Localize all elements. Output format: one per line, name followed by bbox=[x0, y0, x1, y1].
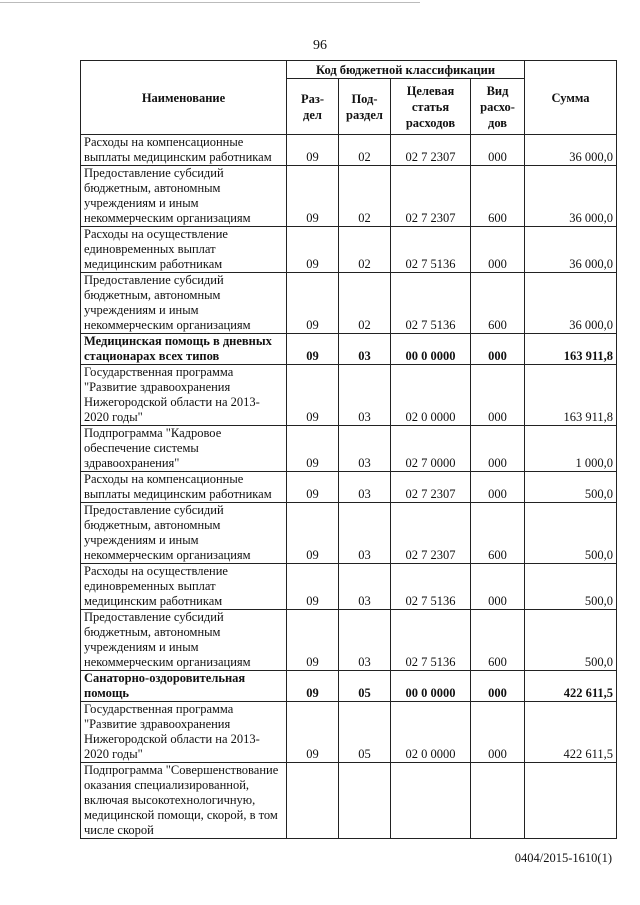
scan-artifact-line bbox=[0, 2, 420, 3]
row-section bbox=[287, 763, 339, 839]
row-subsection: 02 bbox=[339, 166, 391, 227]
table-row bbox=[81, 564, 617, 610]
row-section: 09 bbox=[287, 671, 339, 702]
table-row bbox=[81, 227, 617, 273]
row-section: 09 bbox=[287, 365, 339, 426]
row-section: 09 bbox=[287, 426, 339, 472]
row-subsection: 02 bbox=[339, 227, 391, 273]
row-target-article bbox=[391, 763, 471, 839]
row-sum: 36 000,0 bbox=[525, 135, 617, 166]
budget-table bbox=[80, 60, 617, 839]
row-section: 09 bbox=[287, 166, 339, 227]
row-sum: 500,0 bbox=[525, 503, 617, 564]
row-subsection: 03 bbox=[339, 472, 391, 503]
row-subsection: 03 bbox=[339, 334, 391, 365]
row-expense-type: 600 bbox=[471, 610, 525, 671]
table-body bbox=[81, 135, 617, 839]
row-target-article: 02 7 2307 bbox=[391, 503, 471, 564]
row-expense-type: 000 bbox=[471, 426, 525, 472]
row-section: 09 bbox=[287, 135, 339, 166]
row-subsection: 02 bbox=[339, 273, 391, 334]
row-subsection: 03 bbox=[339, 426, 391, 472]
header-sum: Сумма bbox=[525, 61, 617, 135]
row-subsection: 02 bbox=[339, 135, 391, 166]
row-sum: 163 911,8 bbox=[525, 334, 617, 365]
header-expense-type-text: Вид расхо- дов bbox=[480, 83, 515, 130]
row-expense-type: 600 bbox=[471, 273, 525, 334]
row-expense-type: 600 bbox=[471, 166, 525, 227]
row-sum: 36 000,0 bbox=[525, 166, 617, 227]
row-sum: 422 611,5 bbox=[525, 671, 617, 702]
row-name: Государственная программа "Развитие здравоохранения Нижегородской области на 2013-2020 годы" bbox=[81, 702, 287, 763]
row-section: 09 bbox=[287, 472, 339, 503]
table-row bbox=[81, 763, 617, 839]
table-row bbox=[81, 503, 617, 564]
row-name: Предоставление субсидий бюджетным, автономным учреждениям и иным некоммерческим организациям bbox=[81, 503, 287, 564]
table-row bbox=[81, 426, 617, 472]
header-expense-type bbox=[471, 79, 525, 135]
header-subsection bbox=[339, 79, 391, 135]
header-target-article-text: Целевая статья расходов bbox=[405, 83, 456, 130]
header-name: Наименование bbox=[81, 61, 287, 135]
header-subsection-text: Под- раздел bbox=[346, 91, 383, 122]
table-row bbox=[81, 273, 617, 334]
row-subsection: 05 bbox=[339, 671, 391, 702]
header-budget-code-group: Код бюджетной классификации bbox=[287, 61, 525, 79]
row-subsection: 03 bbox=[339, 503, 391, 564]
row-sum: 422 611,5 bbox=[525, 702, 617, 763]
row-sum: 163 911,8 bbox=[525, 365, 617, 426]
row-name: Расходы на компенсационные выплаты медицинским работникам bbox=[81, 135, 287, 166]
row-sum: 36 000,0 bbox=[525, 227, 617, 273]
row-sum bbox=[525, 763, 617, 839]
row-section: 09 bbox=[287, 503, 339, 564]
table-row bbox=[81, 135, 617, 166]
row-name: Государственная программа "Развитие здравоохранения Нижегородской области на 2013-2020 годы" bbox=[81, 365, 287, 426]
row-name: Расходы на компенсационные выплаты медицинским работникам bbox=[81, 472, 287, 503]
row-name: Подпрограмма "Кадровое обеспечение системы здравоохранения" bbox=[81, 426, 287, 472]
document-code: 0404/2015-1610(1) bbox=[514, 851, 612, 865]
row-target-article: 00 0 0000 bbox=[391, 671, 471, 702]
row-sum: 36 000,0 bbox=[525, 273, 617, 334]
row-subsection bbox=[339, 763, 391, 839]
row-subsection: 03 bbox=[339, 365, 391, 426]
row-sum: 1 000,0 bbox=[525, 426, 617, 472]
row-expense-type: 600 bbox=[471, 503, 525, 564]
table-row bbox=[81, 702, 617, 763]
row-section: 09 bbox=[287, 273, 339, 334]
header-target-article bbox=[391, 79, 471, 135]
row-expense-type: 000 bbox=[471, 135, 525, 166]
row-expense-type: 000 bbox=[471, 564, 525, 610]
row-section: 09 bbox=[287, 564, 339, 610]
row-section: 09 bbox=[287, 334, 339, 365]
row-name: Расходы на осуществление единовременных выплат медицинским работникам bbox=[81, 227, 287, 273]
row-subsection: 03 bbox=[339, 610, 391, 671]
row-name: Предоставление субсидий бюджетным, автономным учреждениям и иным некоммерческим организациям bbox=[81, 273, 287, 334]
row-expense-type: 000 bbox=[471, 227, 525, 273]
table-row bbox=[81, 334, 617, 365]
row-target-article: 02 7 2307 bbox=[391, 166, 471, 227]
row-target-article: 02 7 2307 bbox=[391, 472, 471, 503]
table-row bbox=[81, 166, 617, 227]
row-name: Предоставление субсидий бюджетным, автономным учреждениям и иным некоммерческим организациям bbox=[81, 610, 287, 671]
table-row bbox=[81, 610, 617, 671]
page-number: 96 bbox=[313, 38, 327, 53]
row-target-article: 02 7 5136 bbox=[391, 227, 471, 273]
table-row bbox=[81, 671, 617, 702]
header-section-text: Раз- дел bbox=[300, 91, 325, 122]
row-section: 09 bbox=[287, 227, 339, 273]
row-expense-type: 000 bbox=[471, 472, 525, 503]
row-expense-type: 000 bbox=[471, 365, 525, 426]
row-name: Подпрограмма "Совершенствование оказания специализированной, включая высокотехнологичную, медицинской помощи, скорой, в том числе скорой bbox=[81, 763, 287, 839]
row-target-article: 02 0 0000 bbox=[391, 702, 471, 763]
row-target-article: 00 0 0000 bbox=[391, 334, 471, 365]
row-target-article: 02 7 5136 bbox=[391, 273, 471, 334]
row-target-article: 02 7 2307 bbox=[391, 135, 471, 166]
row-name: Предоставление субсидий бюджетным, автономным учреждениям и иным некоммерческим организациям bbox=[81, 166, 287, 227]
row-subsection: 03 bbox=[339, 564, 391, 610]
row-name: Медицинская помощь в дневных стационарах всех типов bbox=[81, 334, 287, 365]
row-sum: 500,0 bbox=[525, 564, 617, 610]
row-subsection: 05 bbox=[339, 702, 391, 763]
row-expense-type bbox=[471, 763, 525, 839]
table-row bbox=[81, 365, 617, 426]
row-target-article: 02 7 5136 bbox=[391, 610, 471, 671]
row-expense-type: 000 bbox=[471, 702, 525, 763]
row-section: 09 bbox=[287, 702, 339, 763]
row-expense-type: 000 bbox=[471, 671, 525, 702]
row-name: Расходы на осуществление единовременных выплат медицинским работникам bbox=[81, 564, 287, 610]
row-target-article: 02 0 0000 bbox=[391, 365, 471, 426]
row-target-article: 02 7 0000 bbox=[391, 426, 471, 472]
header-section bbox=[287, 79, 339, 135]
row-name: Санаторно-оздоровительная помощь bbox=[81, 671, 287, 702]
row-expense-type: 000 bbox=[471, 334, 525, 365]
row-target-article: 02 7 5136 bbox=[391, 564, 471, 610]
row-sum: 500,0 bbox=[525, 472, 617, 503]
row-sum: 500,0 bbox=[525, 610, 617, 671]
row-section: 09 bbox=[287, 610, 339, 671]
table-row bbox=[81, 472, 617, 503]
